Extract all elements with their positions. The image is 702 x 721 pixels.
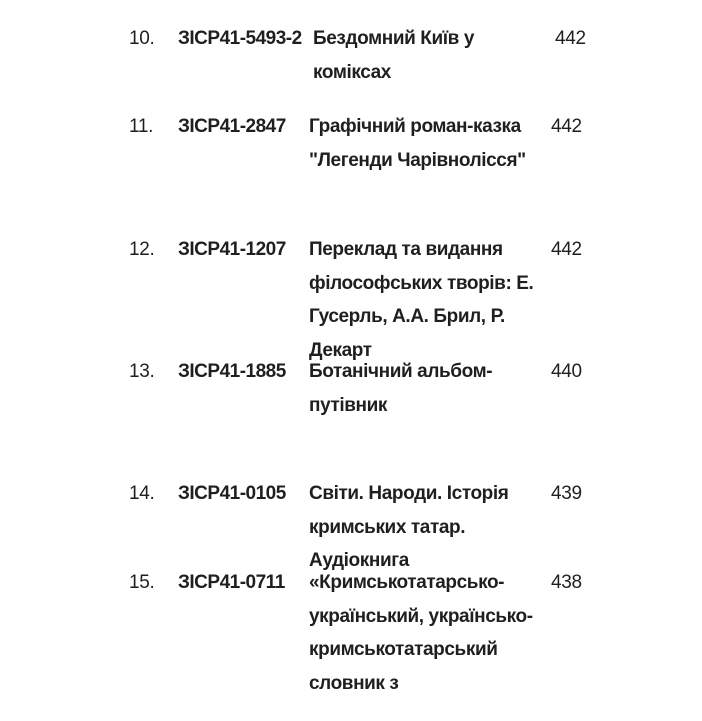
project-title: Світи. Народи. Історія кримських татар. Аудіокнига bbox=[309, 483, 509, 571]
row-number: 14. bbox=[129, 483, 155, 504]
row-number: 10. bbox=[129, 28, 155, 49]
project-score: 442 bbox=[551, 239, 582, 260]
project-title: Ботанічний альбом-путівник bbox=[309, 361, 493, 416]
project-score: 442 bbox=[551, 116, 582, 137]
project-code: ЗІСР41-0711 bbox=[178, 572, 285, 593]
project-code: ЗІСР41-2847 bbox=[178, 116, 286, 137]
project-score: 440 bbox=[551, 361, 582, 382]
project-code: ЗІСР41-1207 bbox=[178, 239, 286, 260]
project-title: Бездомний Київ у коміксах bbox=[313, 28, 475, 83]
row-number: 15. bbox=[129, 572, 155, 593]
project-code: ЗІСР41-0105 bbox=[178, 483, 286, 504]
project-title: Графічний роман-казка "Легенди Чарівнолісся" bbox=[309, 116, 526, 171]
project-title: «Кримськотатарсько-український, українсько-кримськотатарський словник з bbox=[309, 572, 533, 694]
row-number: 13. bbox=[129, 361, 155, 382]
project-score: 439 bbox=[551, 483, 582, 504]
row-number: 12. bbox=[129, 239, 155, 260]
project-code: ЗІСР41-5493-2 bbox=[178, 28, 302, 49]
project-score: 442 bbox=[555, 28, 586, 49]
project-score: 438 bbox=[551, 572, 582, 593]
project-title: Переклад та видання філософських творів: Е. Гусерль, А.А. Брил, Р. Декарт bbox=[309, 239, 534, 361]
project-code: ЗІСР41-1885 bbox=[178, 361, 286, 382]
row-number: 11. bbox=[129, 116, 154, 137]
